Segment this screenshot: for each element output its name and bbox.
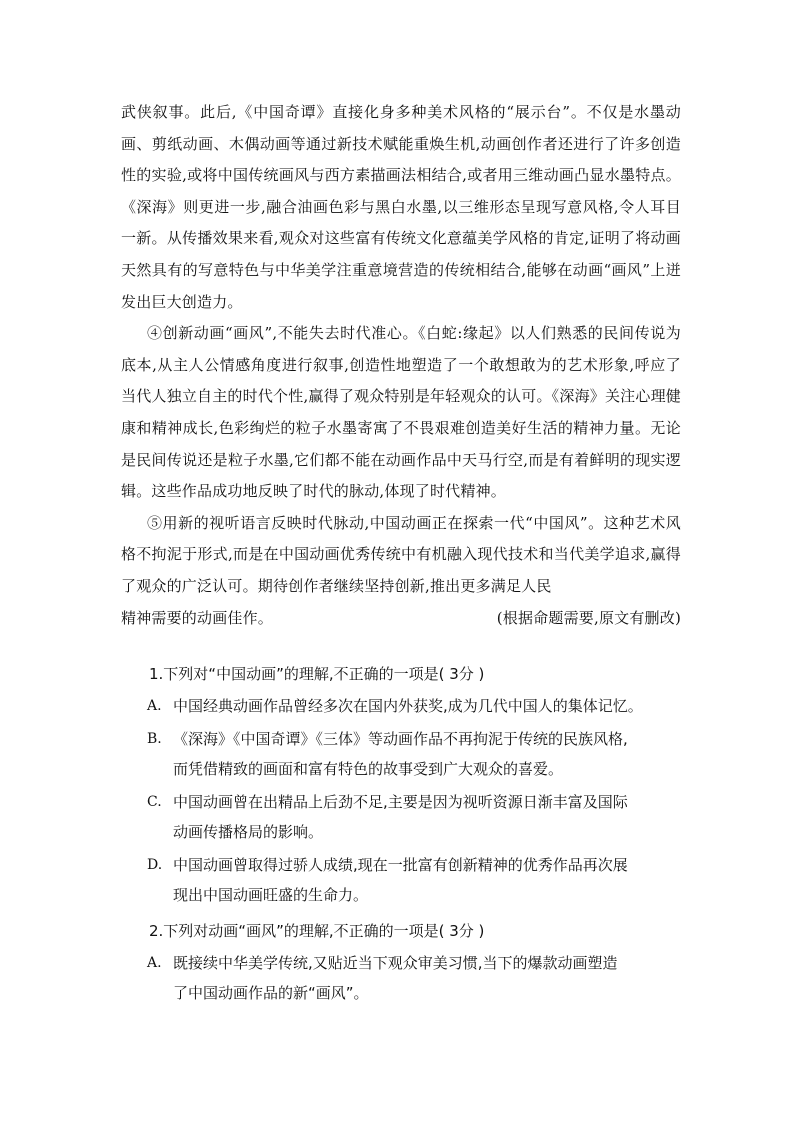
option-line: 既接续中华美学传统,又贴近当下观众审美习惯,当下的爆款动画塑造 <box>173 954 618 972</box>
option-text <box>173 948 691 1008</box>
option-text <box>173 691 691 721</box>
source-note: (根据命题需要,原文有删改) <box>496 608 681 627</box>
question-2-option-a[interactable] <box>121 948 691 1008</box>
option-letter: C. <box>147 794 162 810</box>
option-line: 中国动画曾取得过骄人成绩,现在一批富有创新精神的优秀作品再次展 <box>173 856 628 874</box>
paragraph-5: ⑤用新的视听语言反映时代脉动,中国动画正在探索一代“中国风”。这种艺术风格不拘泥于形式,而是在中国动画优秀传统中有机融入现代技术和当代美学追求,赢得了观众的广泛认可。期待创作者继续坚持创新,推出更多满足人民 <box>121 513 681 595</box>
option-line: 《深海》《中国奇谭》《三体》等动画作品不再拘泥于传统的民族风格, <box>173 730 628 748</box>
option-line: 而凭借精致的画面和富有特色的故事受到广大观众的喜爱。 <box>173 760 564 778</box>
option-letter: A. <box>147 955 162 971</box>
option-letter: D. <box>147 857 163 873</box>
option-line: 中国经典动画作品曾经多次在国内外获奖,成为几代中国人的集体记忆。 <box>173 697 643 715</box>
option-text <box>173 787 691 847</box>
option-line: 中国动画曾在出精品上后劲不足,主要是因为视听资源日渐丰富及国际 <box>173 793 628 811</box>
question-1-stem: 1.下列对“中国动画”的理解,不正确的一项是( 3分 ) <box>149 665 485 683</box>
questions-section <box>121 659 691 1008</box>
question-1-option-a[interactable] <box>121 691 691 721</box>
paragraph-5-last-line: 精神需要的动画佳作。 <box>121 608 274 627</box>
option-line: 现出中国动画旺盛的生命力。 <box>173 886 369 904</box>
option-text <box>173 724 691 784</box>
question-1-option-b[interactable] <box>121 724 691 784</box>
question-1-option-c[interactable] <box>121 787 691 847</box>
paragraph-5-ending <box>121 603 681 635</box>
option-line: 动画传播格局的影响。 <box>173 823 324 841</box>
option-letter: A. <box>147 698 162 714</box>
option-letter: B. <box>147 731 162 747</box>
reading-passage <box>121 97 681 634</box>
option-text <box>173 850 691 910</box>
question-2-stem: 2.下列对动画“画风”的理解,不正确的一项是( 3分 ) <box>149 922 485 940</box>
question-1-option-d[interactable] <box>121 850 691 910</box>
option-line: 了中国动画作品的新“画风”。 <box>173 984 369 1002</box>
paragraph-3-continuation: 武侠叙事。此后,《中国奇谭》直接化身多种美术风格的“展示台”。不仅是水墨动画、剪纸动画、木偶动画等通过新技术赋能重焕生机,动画创作者还进行了许多创造性的实验,或将中国传统画风与西方素描画法相结合,或者用三维动画凸显水墨特点。《深海》则更进一步,融合油画色彩与黑白水墨,以三维形态呈现写意风格,令人耳目一新。从传播效果来看,观众对这些富有传统文化意蕴美学风格的肯定,证明了将动画天然具有的写意特色与中华美学注重意境营造的传统相结合,能够在动画“画风”上迸发出巨大创造力。 <box>121 103 681 311</box>
paragraph-4: ④创新动画“画风”,不能失去时代准心。《白蛇:缘起》以人们熟悉的民间传说为底本,从主人公情感角度进行叙事,创造性地塑造了一个敢想敢为的艺术形象,呼应了当代人独立自主的时代个性,赢得了观众特别是年轻观众的认可。《深海》关注心理健康和精神成长,色彩绚烂的粒子水墨寄寓了不畏艰难创造美好生活的精神力量。无论是民间传说还是粒子水墨,它们都不能在动画作品中天马行空,而是有着鲜明的现实逻辑。这些作品成功地反映了时代的脉动,体现了时代精神。 <box>121 324 681 501</box>
